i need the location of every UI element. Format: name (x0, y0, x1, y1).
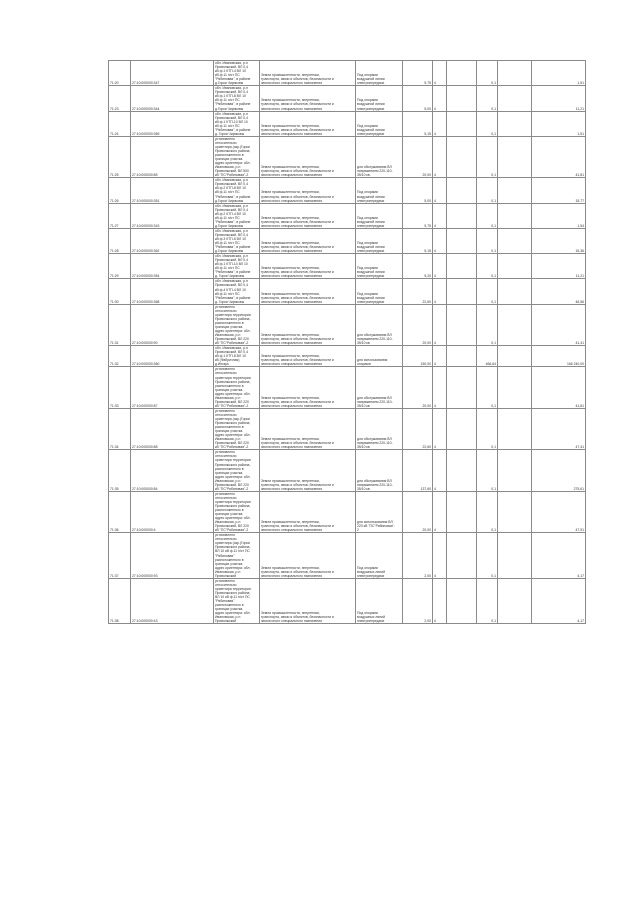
empty-cell (498, 254, 532, 279)
empty-cell (498, 178, 532, 203)
plot-area: 5,75 (403, 203, 433, 228)
unit-code: 4 (433, 228, 447, 253)
row-number: 71:24 (109, 111, 131, 136)
plot-area: 20,00 (403, 304, 433, 345)
row-number: 71:32 (109, 346, 131, 367)
row-number: 71:36 (109, 491, 131, 532)
table-row (109, 346, 586, 367)
plot-address: установлено относительно ориентира (окр.)Горки Приволжского района, расположенного в границах участка. адрес ориентира: обл. Ивановская, р-н Приволжский, ВЛ 500 кВ "ПС"Рябиновая"-2 (214, 136, 260, 177)
plot-area: 5,00 (403, 178, 433, 203)
permitted-use: Под опорами воздушной линии электропередачи (356, 203, 403, 228)
empty-cell (447, 367, 477, 408)
empty-cell (447, 203, 477, 228)
plot-area: 22,60 (403, 408, 433, 449)
table-row (109, 279, 586, 304)
empty-cell (498, 304, 532, 345)
empty-cell (498, 408, 532, 449)
plot-area: 20,00 (403, 367, 433, 408)
unit-code: 4 (433, 491, 447, 532)
plot-area: 5,15 (403, 228, 433, 253)
plot-address: установлено относительно ориентира территория Приволжского района, расположенного в границах участка. адрес ориентира: обл. Ивановская, р-н Приволжский, ВЛ 220 кВ "ПС"Рябиновая"-2 (214, 367, 260, 408)
cadastral-number: 27:10:000000:84 (131, 450, 214, 491)
row-number: 71:26 (109, 178, 131, 203)
unit-code: 4 (433, 86, 447, 111)
empty-cell (498, 203, 532, 228)
permitted-use: для обслуживания ВЛ напряжением 220-110- 35/10 кв. (356, 136, 403, 177)
table-row (109, 408, 586, 449)
permitted-use: для использования ВЛ 220 кВ "ПС"Рябиновая"- 2 (356, 491, 403, 532)
cadastral-number: 27:10:000000:369 (131, 111, 214, 136)
land-category: Земли промышленности, энергетики, транспорта, связи и объектов, безопасности и земли иного специального назначения (260, 86, 356, 111)
row-number: 71:30 (109, 279, 131, 304)
plot-address: установлено относительно ориентира территория Приволжского района, расположенного в границах участка. адрес ориентира: обл. Ивановская, р-н Приволжский, ВЛ 220 кВ "ПС"Рябиновая"-2 (214, 491, 260, 532)
empty-cell (498, 450, 532, 491)
row-number: 71:27 (109, 203, 131, 228)
plot-address: обл. Ивановская, р-н Приволжский, ВЛ 0,4 кВ ф.1 КТП-4 ВЛ 10 кВ ф.11 п/ст ПС "Рябиновая", в районе д.Горки Чириковы (214, 61, 260, 86)
cadastral-value: 1,51 (532, 61, 586, 86)
row-number: 71:20 (109, 61, 131, 86)
empty-cell (498, 136, 532, 177)
cadastral-value: 1,54 (532, 203, 586, 228)
register-sheet (108, 60, 584, 624)
plot-area: 22,60 (403, 279, 433, 304)
empty-cell (447, 304, 477, 345)
empty-cell (498, 61, 532, 86)
unit-code: 4 (433, 203, 447, 228)
cadastral-number: 27:10:000000:4 (131, 491, 214, 532)
empty-cell (447, 86, 477, 111)
empty-cell (447, 346, 477, 367)
plot-address: обл. Ивановская, р-н Приволжский, ВЛ 0,4 кВ ф.1 КТП-10 ВЛ 10 кВ ф.11 п/ст ПС "Рябиновая", в районе д. Горки Чириковы (214, 111, 260, 136)
permitted-use: Под опорами воздушных линий электропередачи (356, 533, 403, 579)
table-row (109, 228, 586, 253)
row-number: 71:33 (109, 367, 131, 408)
plot-area: 2,00 (403, 533, 433, 579)
plot-address: установлено относительно ориентира территория Приволжского района, расположенного в границах участка. адрес ориентира: обл. Ивановская, р-н Приволжский, ВЛ 220 кВ "ПС"Рябиновая"-2 (214, 304, 260, 345)
empty-cell (498, 228, 532, 253)
plot-address: установлено относительно ориентира территория Приволжского района, ВЛ 10 кВ ф.11 п/ст ПС "Рябиновая" расположенного в границах участка. адрес ориентира: обл. Ивановская, р-н Приволжский (214, 578, 260, 624)
rate: 466,64 (477, 346, 498, 367)
row-number: 71:25 (109, 136, 131, 177)
empty-cell (498, 533, 532, 579)
empty-cell (447, 491, 477, 532)
cadastral-value: 41,41 (532, 304, 586, 345)
unit-code: 4 (433, 136, 447, 177)
cadastral-value: 41,81 (532, 136, 586, 177)
rate: 0,1 (477, 228, 498, 253)
rate: 0,1 (477, 491, 498, 532)
table-row (109, 111, 586, 136)
cadastral-value: 166 240,00 (532, 346, 586, 367)
land-category: Земли промышленности, энергетики, транспорта, связи и объектов, безопасности и земли иного специального назначения (260, 491, 356, 532)
land-category: Земли промышленности, энергетики, транспорта, связи и объектов, безопасности и земли иного специального назначения (260, 228, 356, 253)
rate: 0,1 (477, 367, 498, 408)
plot-area: 20,00 (403, 491, 433, 532)
empty-cell (447, 178, 477, 203)
plot-area: 5,00 (403, 86, 433, 111)
plot-area: 2,00 (403, 578, 433, 624)
cadastral-value: 15,36 (532, 228, 586, 253)
cadastral-value: 4,17 (532, 533, 586, 579)
row-number: 71:38 (109, 578, 131, 624)
rate: 0,1 (477, 450, 498, 491)
unit-code: 4 (433, 367, 447, 408)
cadastral-value: 275,61 (532, 450, 586, 491)
row-number: 71:31 (109, 304, 131, 345)
plot-address: обл. Ивановская, р-н Приволжский, ВЛ 0,4 кВ ф.2 КТП-4 ВЛ 10 кВ ф.11 п/ст ПС "Рябиновая", в районе д.Горки Чириковы (214, 203, 260, 228)
plot-area: 137,60 (403, 450, 433, 491)
empty-cell (447, 228, 477, 253)
empty-cell (447, 408, 477, 449)
rate: 0,1 (477, 408, 498, 449)
plot-address: обл. Ивановская, р-н Приволжский, ВЛ 0,4 кВ ф.2 КТП-8 ВЛ 10 кВ ф.11 п/ст ПС "Рябиновая", в районе д.Горки Чириковы (214, 178, 260, 203)
land-category: Земли промышленности, энергетики, транспорта, связи и объектов, безопасности и земли иного специального назначения (260, 203, 356, 228)
empty-cell (447, 533, 477, 579)
table-row (109, 367, 586, 408)
empty-cell (447, 61, 477, 86)
unit-code: 4 (433, 346, 447, 367)
table-row (109, 533, 586, 579)
cadastral-value: 47,91 (532, 491, 586, 532)
land-category: Земли промышленности, энергетики, транспорта, связи и объектов, безопасности и земли иного специального назначения (260, 533, 356, 579)
cadastral-number: 27:10:000000:344 (131, 86, 214, 111)
cadastral-value: 47,41 (532, 408, 586, 449)
permitted-use: Под опорами воздушной линии электропередачи (356, 111, 403, 136)
cadastral-number: 27:10:000000:88 (131, 408, 214, 449)
empty-cell (447, 578, 477, 624)
table-row (109, 450, 586, 491)
cadastral-number: 27:10:000000:347 (131, 61, 214, 86)
plot-address: обл. Ивановская, р-н Приволжский, ВЛ 0,4 кВ ф.3 КТП-6 ВЛ 10 кВ ф.11 п/ст ПС "Рябиновая", в районе д.Горки Чириковы (214, 228, 260, 253)
empty-cell (498, 578, 532, 624)
cadastral-number: 27:10:000000:93 (131, 533, 214, 579)
plot-area: 5,15 (403, 111, 433, 136)
unit-code: 4 (433, 533, 447, 579)
permitted-use: Под опорами воздушной линии электропередачи (356, 279, 403, 304)
rate: 0,1 (477, 178, 498, 203)
cadastral-value: 15,77 (532, 178, 586, 203)
cadastral-number: 27:10:000000:362 (131, 228, 214, 253)
row-number: 71:35 (109, 450, 131, 491)
empty-cell (447, 254, 477, 279)
unit-code: 4 (433, 304, 447, 345)
rate: 0,1 (477, 203, 498, 228)
row-number: 71:28 (109, 228, 131, 253)
table-row (109, 578, 586, 624)
table-row (109, 254, 586, 279)
land-category: Земли промышленности, энергетики, транспорта, связи и объектов, безопасности и земли иного специального назначения (260, 178, 356, 203)
plot-address: установлено относительно ориентира (окр.)Горки Приволжского района, ВЛ 10 кВ ф.11 п/ст ПС "Рябиновая" расположенного в границах участка. адрес ориентира: обл. Ивановская, р-н Приволжский (214, 533, 260, 579)
table-row (109, 491, 586, 532)
land-category: Земли промышленности, энергетики, транспорта, связи и объектов, безопасности и земли иного специального назначения (260, 450, 356, 491)
permitted-use: Под опорами воздушной линии электропередачи (356, 254, 403, 279)
table-body (109, 61, 586, 624)
permitted-use: для обслуживания ВЛ напряжением 220-110- 35/10 кв (356, 367, 403, 408)
permitted-use: для обслуживания ВЛ напряжением 220-110- 35/10 кв (356, 450, 403, 491)
land-category: Земли промышленности, энергетики, транспорта, связи и объектов, безопасности и земли иного специального назначения (260, 578, 356, 624)
cadastral-value: 11,21 (532, 254, 586, 279)
empty-cell (498, 346, 532, 367)
rate: 0,1 (477, 279, 498, 304)
empty-cell (498, 86, 532, 111)
cadastral-number: 27:10:000000:85 (131, 136, 214, 177)
row-number: 71:29 (109, 254, 131, 279)
unit-code: 4 (433, 408, 447, 449)
land-plot-table (108, 60, 586, 624)
cadastral-number: 27:10:000000:354 (131, 254, 214, 279)
rate: 0,1 (477, 111, 498, 136)
plot-area: 20,00 (403, 136, 433, 177)
unit-code: 4 (433, 279, 447, 304)
permitted-use: Под опорами воздушной линии электропередачи (356, 61, 403, 86)
table-row (109, 304, 586, 345)
empty-cell (498, 367, 532, 408)
cadastral-number: 27:10:000000:351 (131, 178, 214, 203)
table-row (109, 61, 586, 86)
rate: 0,1 (477, 136, 498, 177)
unit-code: 4 (433, 178, 447, 203)
empty-cell (498, 279, 532, 304)
table-row (109, 178, 586, 203)
rate: 0,1 (477, 61, 498, 86)
unit-code: 4 (433, 578, 447, 624)
land-category: Земли промышленности, энергетики, транспорта, связи и объектов, безопасности и земли иного специального назначения (260, 136, 356, 177)
rate: 0,1 (477, 533, 498, 579)
row-number: 71:34 (109, 408, 131, 449)
permitted-use: для использования опорами (356, 346, 403, 367)
permitted-use: Под опорами воздушной линии электропередачи (356, 178, 403, 203)
empty-cell (498, 111, 532, 136)
plot-address: обл. Ивановская, р-н Приволжский, ВЛ 0,4 кВ ф.1 КТП-8 ВЛ 10 кВ ф.11 п/ст ПС "Рябиновая", в районе д.Горки Чириковы (214, 86, 260, 111)
row-number: 71:23 (109, 86, 131, 111)
plot-address: обл. Ивановская, р-н Приволжский, ВЛ 0,4 кВ ф.1 КТП-8 ВЛ 10 кВ (Фабричная) д.Ингарь (214, 346, 260, 367)
permitted-use: Под опорами воздушной линии электропередачи (356, 86, 403, 111)
empty-cell (447, 111, 477, 136)
plot-area: 5,75 (403, 61, 433, 86)
empty-cell (447, 136, 477, 177)
cadastral-value: 46,56 (532, 279, 586, 304)
cadastral-value: 4,17 (532, 578, 586, 624)
permitted-use: Под опорами воздушной линии электропередачи (356, 228, 403, 253)
unit-code: 4 (433, 254, 447, 279)
plot-address: обл. Ивановская, р-н Приволжский, ВЛ 0,4 кВ ф.1 КТП-14 ВЛ 10 кВ ф.11 п/ст ПС "Рябиновая", в районе д. Горки Чириковы (214, 254, 260, 279)
permitted-use: Под опорами воздушных линий электропередачи (356, 578, 403, 624)
land-category: Земли промышленности, энергетики, транспорта, связи и объектов, безопасности и земли иного специального назначения (260, 111, 356, 136)
table-row (109, 203, 586, 228)
cadastral-value: 41,81 (532, 367, 586, 408)
land-category: Земли промышленности, энергетики, транспорта, связи и объектов, безопасности и земли иного специального назначения (260, 304, 356, 345)
plot-area: 150,00 (403, 346, 433, 367)
plot-address: обл. Ивановская, р-н Приволжский, ВЛ 0,4 кВ ф.4 КТП-4 ВЛ 10 кВ ф.11 п/ст ПС "Рябиновая", в районе д. Горки Чириковы (214, 279, 260, 304)
unit-code: 4 (433, 111, 447, 136)
row-number: 71:37 (109, 533, 131, 579)
cadastral-value: 11,21 (532, 86, 586, 111)
table-row (109, 86, 586, 111)
empty-cell (447, 450, 477, 491)
cadastral-value: 1,51 (532, 111, 586, 136)
land-category: Земли промышленности, энергетики, транспорта, связи и объектов, безопасности и земли иного специального назначения (260, 279, 356, 304)
plot-address: установлено относительно ориентира (окр.)Горки Приволжского района, расположенного в границах участка. адрес ориентира: обл. Ивановская, р-н Приволжский, ВЛ 220 кВ "ПС"Рябиновая"-2 (214, 408, 260, 449)
rate: 0,1 (477, 304, 498, 345)
table-row (109, 136, 586, 177)
plot-address: установлено относительно ориентира территория Приволжского района, расположенного в границах участка. адрес ориентира: обл. Ивановская, р-н Приволжский, ВЛ 220 кВ "ПС"Рябиновая"-2 (214, 450, 260, 491)
plot-area: 5,20 (403, 254, 433, 279)
rate: 0,1 (477, 254, 498, 279)
unit-code: 4 (433, 450, 447, 491)
land-category: Земли промышленности, энергетики, транспорта, связи и объектов, безопасности и земли иного специального назначения (260, 254, 356, 279)
empty-cell (447, 279, 477, 304)
land-category: Земли промышленности, энергетики, транспорта, связи и объектов, безопасности и земли иного специального назначения (260, 367, 356, 408)
land-category: Земли промышленности, энергетики, транспорта, связи и объектов, безопасности и земли иного специального назначения (260, 346, 356, 367)
cadastral-number: 27:10:000000:87 (131, 367, 214, 408)
land-category: Земли промышленности, энергетики, транспорта, связи и объектов, безопасности и земли иного специального назначения (260, 408, 356, 449)
land-category: Земли промышленности, энергетики, транспорта, связи и объектов, безопасности и земли иного специального назначения (260, 61, 356, 86)
permitted-use: для обслуживания ВЛ напряжением 220-110- 35/10 кв (356, 304, 403, 345)
cadastral-number: 27:10:000000:90 (131, 304, 214, 345)
rate: 0,1 (477, 86, 498, 111)
empty-cell (498, 491, 532, 532)
cadastral-number: 27:10:000000:360 (131, 346, 214, 367)
rate: 0,1 (477, 578, 498, 624)
cadastral-number: 27:10:000000:343 (131, 203, 214, 228)
cadastral-number: 27:10:000000:43 (131, 578, 214, 624)
permitted-use: для обслуживания ВЛ напряжением 220-110- 35/10 кв (356, 408, 403, 449)
cadastral-number: 27:10:000000:368 (131, 279, 214, 304)
unit-code: 4 (433, 61, 447, 86)
